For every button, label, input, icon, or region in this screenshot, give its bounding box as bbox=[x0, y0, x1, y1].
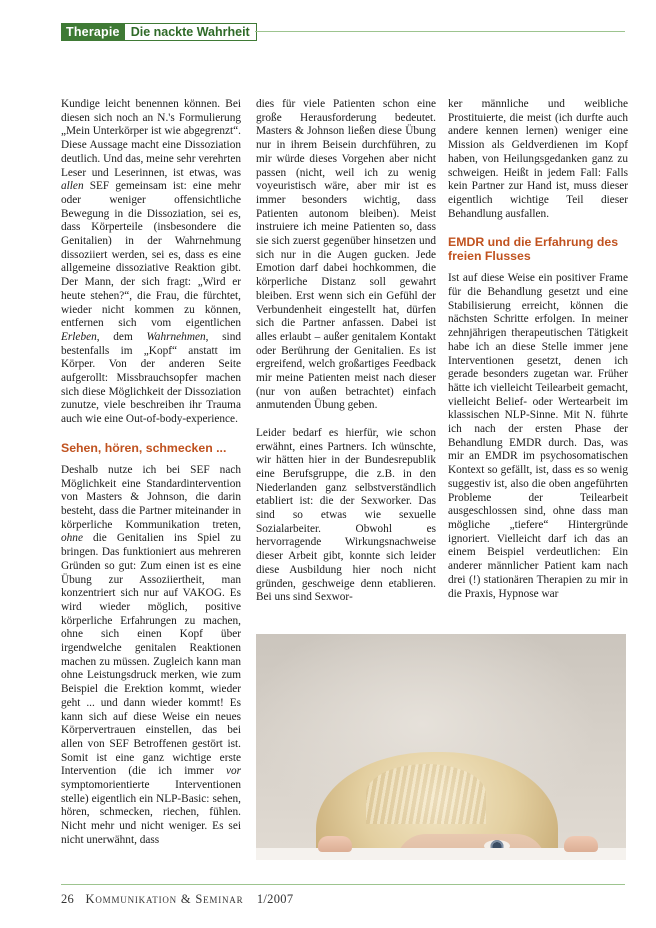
subheading-sehen: Sehen, hören, schmecken ... bbox=[61, 440, 227, 455]
article-title-tag: Die nackte Wahrheit bbox=[125, 23, 257, 41]
column-1 bbox=[61, 98, 241, 861]
photo-right-hand bbox=[564, 836, 598, 852]
paragraph: dies für viele Patienten schon eine große Herausforderung bedeutet. Masters & Johnson ließen diese Übung nur in ihrem Beisein durchführen, zu mir würde dieses Vorgehen aber nicht passen (nicht, weil ich zu wenig voyeuristisch wäre, aber mir ist es immer besonders wichtig, dass Patienten autonom bleiben). Meist instruiere ich meine Patienten so, dass sie sich zuerst gegenüber hinsetzen und sich nur in die Augen gucken. Jede Emotion darf dabei hochkommen, die körperliche Distanz soll gewahrt bleiben. Erst wenn sich ein Gefühl der Verbundenheit eingestellt hat, dürfen sich die Partner anfassen. Dabei ist alles erlaubt – außer genitalem Kontakt oder Berührung der Genitalien. Es ist ergreifend, welch großartiges Feedback mir meine Patienten meist nach dieser (nur von außen betrachtet) einfach anmutenden Übung geben. bbox=[256, 98, 436, 412]
subheading-emdr: EMDR und die Erfahrung des freien Flusses bbox=[448, 235, 619, 264]
page-number: 26 bbox=[61, 892, 75, 906]
paragraph: Ist auf diese Weise ein positiver Frame für die Behandlung gesetzt und eine Stabilisierung erreicht, können die nächsten Schritte erfolgen. In meiner zehnjährigen therapeutischen Tätigkeit habe ich an diese Stelle immer jene Interventionen gesetzt, denen ich gerade besonders zugetan war. Früher hätte ich vielleicht Teilearbeit gemacht, vielleicht Belief- oder Wertearbeit im klassischen NLP-Sinne. Mit N. führte ich nach der ersten Phase der Behandlung EMDR durch. Das, was mir an EMDR im psychosomatischen Kontext so gefällt, ist, dass es so wenig suggestiv ist, also die oben angeführten Probleme der Teilearbeit ausgeschlossen sind, ohne dass man mögliche „tiefere“ Hintergründe ignoriert. Vielleicht darf ich das an einem Beispiel verdeutlichen: Ein anderer männlicher Patient kam nach drei (!) stationären Therapien zu mir in die Praxis, Hypnose war bbox=[448, 272, 628, 600]
paragraph: Deshalb nutze ich bei SEF nach Möglichkeit eine Standardintervention von Masters & Johnson, die darin besteht, dass die Partner miteinander in körperliche Kommunikation treten, ohne die Genitalien ins Spiel zu bringen. Das funktioniert aus mehreren Gründen so gut: Zum einen ist es eine Übung zur Assoziiertheit, man konzentriert sich nur auf VAKOG. Es wird wieder möglich, positive körperliche Erfahrungen zu machen, ohne sich einen Kopf über irgendwelche genitalen Reaktionen machen zu müssen. Zugleich kann man ohne Leistungsdruck merken, wie zum Beispiel die Erektion kommt, wieder geht ... und dann wieder kommt! Es kann sich auf diese Weise ein neues Körpervertrauen einstellen, das bei allen von SEF Betroffenen gestört ist. Somit ist eine ganz wichtige erste Intervention (die ich immer vor symptomorientierte Interventionen stelle) eigentlich ein NLP-Basic: sehen, hören, schmecken, riechen, fühlen. Nicht mehr und nicht weniger. Es sei nicht unerwähnt, dass bbox=[61, 463, 242, 846]
section-header bbox=[61, 23, 257, 41]
header-rule bbox=[255, 31, 625, 32]
section-tag: Therapie bbox=[61, 23, 125, 41]
article-photo bbox=[256, 634, 626, 860]
issue-number: 1/2007 bbox=[256, 892, 294, 906]
paragraph: Kundige leicht benennen können. Bei diesen sich noch an N.'s Formulierung „Mein Unterkörper ist wie abgegrenzt“. Diese Aussage macht eine Dissoziation deutlich. Und das, meine sehr verehrten Leser und Leserinnen, ist etwas, was allen SEF gemeinsam ist: eine mehr oder weniger offensichtliche Bewegung in die Dissoziation, sei es, dass Körperteile (insbesondere die Genitalien) in der Wahrnehmung dissoziiert werden, sei es, dass es eine allgemeine dissoziative Reaktion gibt. Der Mann, der sich fragt: „Wird er heute stehen?“, die Frau, die fürchtet, wieder nicht kommen zu können, entfernen sich vom eigentlichen Erleben, dem Wahrnehmen, sind bestenfalls im „Kopf“ anstatt im Körper. Von der anderen Seite aufgerollt: Missbrauchsopfer machen sich diese Möglichkeit der Dissoziation zunutze, viele beschreiben ihr Trauma auch wie eine Out-of-body-experience. bbox=[61, 98, 241, 426]
photo-hair-strands bbox=[366, 764, 486, 824]
journal-name: Kommunikation & Seminar bbox=[85, 892, 244, 906]
paragraph: Leider bedarf es hierfür, wie schon erwähnt, eines Partners. Ich wünschte, wir hätten hier in der Bundesrepublik eine Berufsgruppe, die z.B. in den Niederlanden ganz selbstverständlich etabliert ist: die der Sexworker. Das sind so etwas wie sexuelle Sozialarbeiter. Obwohl es hervorragende Wirkungsnachweise dieser Arbeit gibt, konnte sich leider diese Ausbildung hier noch nicht gründen, geschweige denn etablieren. Bei uns sind Sexwor- bbox=[256, 426, 436, 604]
paragraph: ker männliche und weibliche Prostituierte, die meist (ich durfte auch andere kennen lernen) weniger eine Mission als Geldverdienen im Kopf haben, von Heilungsgedanken ganz zu schweigen. Heißt in jedem Fall: Falls kein Partner zur Hand ist, muss dieser eigentlich wichtige Teil dieser Behandlung ausfallen. bbox=[448, 98, 628, 220]
column-3 bbox=[448, 98, 628, 615]
photo-left-hand bbox=[318, 836, 352, 852]
footer-rule bbox=[61, 884, 625, 885]
page-footer bbox=[61, 892, 293, 907]
column-2 bbox=[256, 98, 436, 619]
